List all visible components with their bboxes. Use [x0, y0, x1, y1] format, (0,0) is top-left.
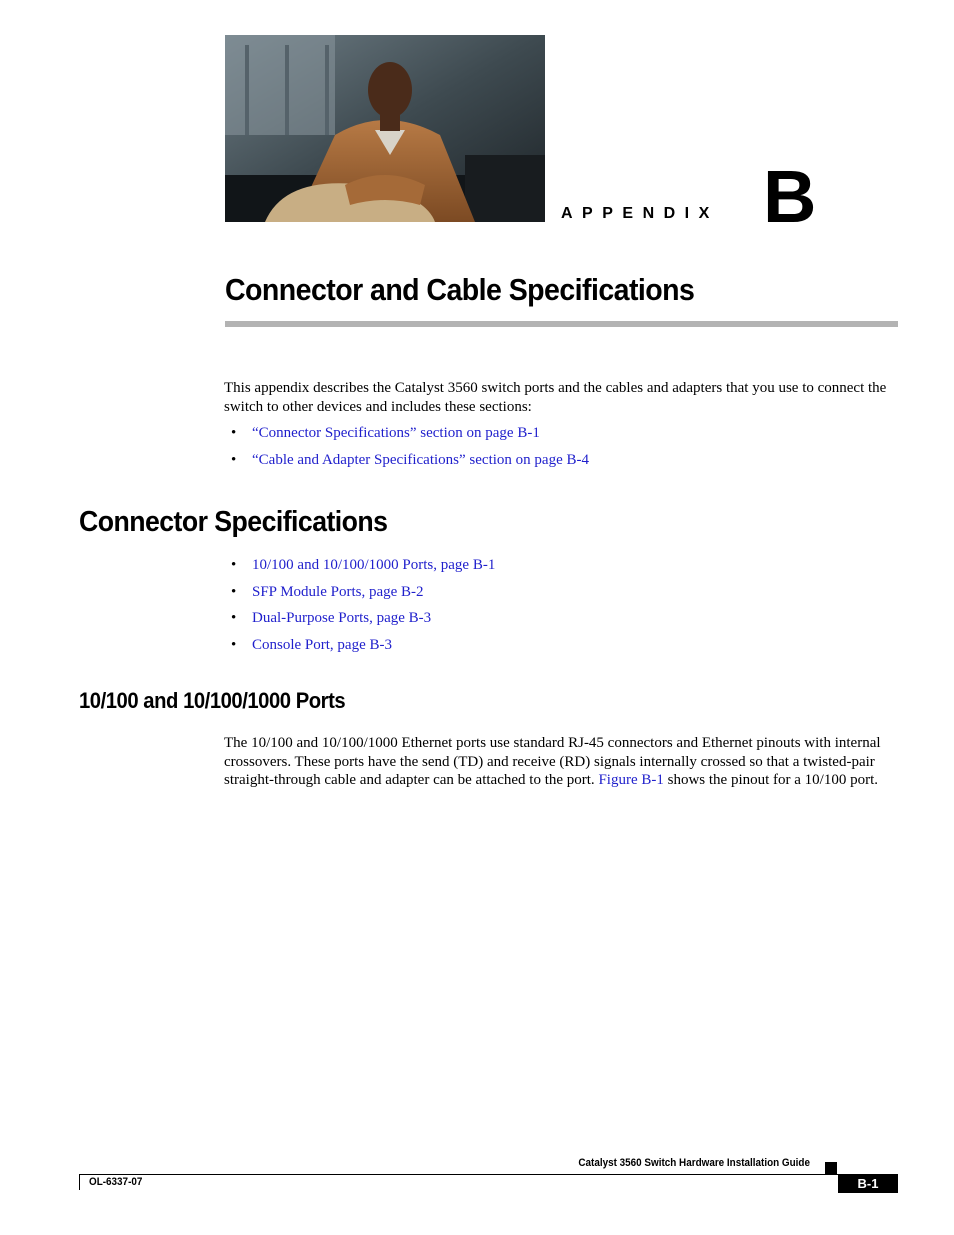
- footer-mark: [825, 1162, 837, 1174]
- bullet-icon: •: [231, 451, 237, 468]
- paragraph-text: shows the pinout for a 10/100 port.: [663, 772, 879, 789]
- section-heading: Connector Specifications: [79, 506, 388, 538]
- bullet-icon: •: [231, 425, 237, 441]
- paragraph-text: The 10/100 and 10/100/1000 Ethernet ports use standard RJ-45 connectors and Ethernet pinouts with internal crossovers. These ports have the send (TD) and receive (RD) signals internally crossed so that a twisted-pair straight-through cable and adapter can be attached to the port.: [224, 735, 881, 789]
- footer-tick: [79, 1174, 80, 1190]
- list-item: [231, 583, 495, 610]
- link-dual-purpose-ports[interactable]: Dual-Purpose Ports, page B-3: [252, 610, 432, 626]
- page-number: B-1: [838, 1174, 898, 1193]
- appendix-letter: B: [763, 155, 817, 238]
- footer-doc-code: OL-6337-07: [89, 1176, 143, 1188]
- bullet-icon: •: [231, 610, 237, 626]
- footer-rule: [79, 1174, 898, 1175]
- bullet-icon: •: [231, 557, 237, 573]
- list-item: [231, 451, 589, 478]
- link-sfp-module-ports[interactable]: SFP Module Ports, page B-2: [252, 583, 424, 600]
- list-item: [231, 556, 495, 583]
- header-photo: [225, 35, 545, 222]
- appendix-label: APPENDIX: [561, 205, 719, 222]
- chapter-title: Connector and Cable Specifications: [225, 272, 695, 307]
- title-rule: [225, 321, 898, 327]
- link-connector-specifications[interactable]: “Connector Specifications” section on page B-1: [252, 425, 540, 441]
- link-ethernet-ports[interactable]: 10/100 and 10/100/1000 Ports, page B-1: [252, 557, 496, 573]
- bullet-icon: •: [231, 583, 237, 600]
- link-figure-b1[interactable]: Figure B-1: [598, 772, 664, 789]
- list-item: [231, 424, 589, 451]
- list-item: [231, 609, 495, 636]
- person-photo-image: [225, 35, 545, 222]
- subsection-paragraph: [224, 734, 898, 790]
- footer-guide-title: Catalyst 3560 Switch Hardware Installation Guide: [578, 1157, 810, 1169]
- list-item: [231, 636, 495, 663]
- intro-link-list: [231, 424, 589, 477]
- intro-paragraph: This appendix describes the Catalyst 3560 switch ports and the cables and adapters that you use to connect the switch to other devices and includes these sections:: [224, 380, 887, 415]
- subsection-heading: 10/100 and 10/100/1000 Ports: [79, 688, 346, 713]
- section-link-list: [231, 556, 495, 662]
- bullet-icon: •: [231, 636, 237, 653]
- link-console-port[interactable]: Console Port, page B-3: [252, 636, 392, 653]
- link-cable-adapter-specifications[interactable]: “Cable and Adapter Specifications” section on page B-4: [252, 451, 589, 468]
